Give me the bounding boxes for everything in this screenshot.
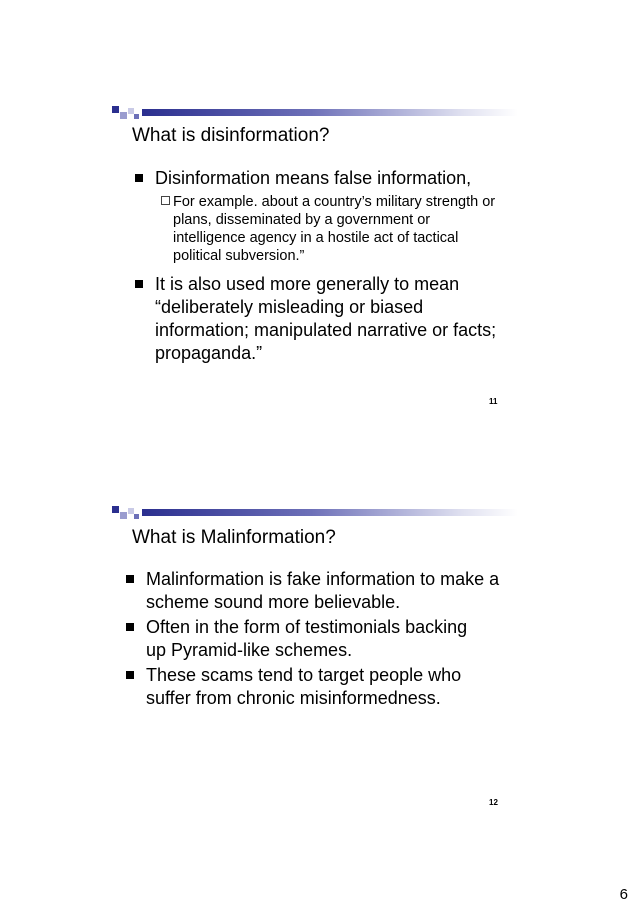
bullet-text: Disinformation means false information, xyxy=(155,168,472,188)
square-bullet-icon xyxy=(126,575,134,583)
page-number: 6 xyxy=(619,886,628,903)
slide-number: 12 xyxy=(489,798,498,807)
bullet-text: These scams tend to target people who suffer from chronic misinformedness. xyxy=(146,665,462,708)
bullet-text: Often in the form of testimonials backing up Pyramid-like schemes. xyxy=(146,617,468,660)
bullet-item xyxy=(146,568,506,614)
square-bullet-icon xyxy=(126,623,134,631)
slide-title: What is disinformation? xyxy=(132,125,330,146)
bullet-item xyxy=(146,664,486,710)
sub-bullet-text: For example. about a country’s military strength or plans, disseminated by a government or intelligence agency in a hostile act of tactical political subversion.” xyxy=(173,194,496,264)
slide-number: 11 xyxy=(489,397,498,406)
bullet-text: It is also used more generally to mean “deliberately misleading or biased information; manipulated narrative or facts; propaganda.” xyxy=(155,274,497,363)
square-bullet-icon xyxy=(126,671,134,679)
header-decoration xyxy=(112,506,520,520)
slide-title: What is Malinformation? xyxy=(132,527,336,548)
bullet-text: Malinformation is fake information to make a scheme sound more believable. xyxy=(146,569,500,612)
bullet-item xyxy=(146,616,486,662)
